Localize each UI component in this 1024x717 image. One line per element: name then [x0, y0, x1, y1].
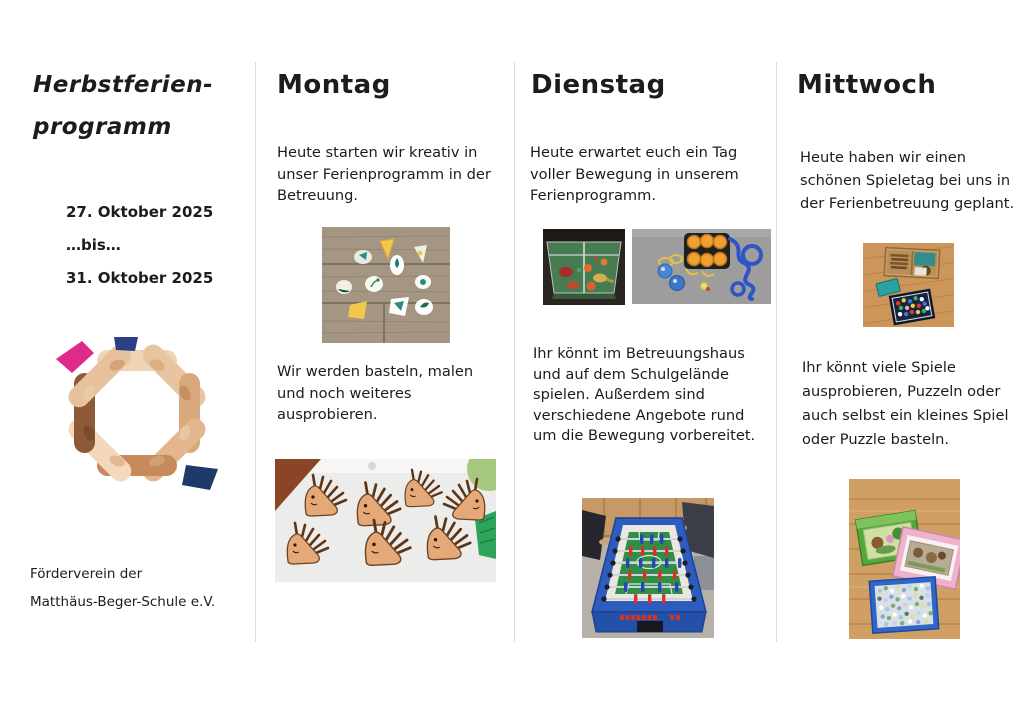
text-line: schönen Spieletag bei uns in	[800, 172, 1011, 189]
text-line: Betreuung.	[277, 187, 359, 204]
date-start: 27. Oktober 2025	[66, 203, 214, 221]
text-line: Ihr könnt im Betreuungshaus	[533, 345, 745, 362]
text-line: voller Bewegung in unserem	[530, 165, 739, 183]
montag-paragraph-2	[277, 361, 473, 426]
column-divider	[255, 62, 256, 642]
text-line: verschiedene Angebote rund	[533, 406, 745, 424]
mittwoch-paragraph-2	[802, 356, 1009, 452]
text-line: und noch weiteres	[277, 384, 412, 402]
date-range	[66, 202, 213, 301]
day-heading-montag: Montag	[277, 70, 391, 100]
column-divider	[776, 62, 777, 642]
sports-equipment-photo	[632, 229, 771, 304]
text-line: und auf dem Schulgelände	[533, 365, 730, 383]
dienstag-paragraph-2	[533, 344, 755, 447]
text-line: um die Bewegung vorbereitet.	[533, 427, 756, 444]
text-line: ausprobieren.	[277, 406, 378, 423]
wooden-game-box-photo	[863, 243, 954, 327]
title-line: programm	[33, 114, 172, 140]
date-end: 31. Oktober 2025	[66, 269, 214, 287]
puzzle-boxes-photo	[849, 479, 960, 639]
text-line: spielen. Außerdem sind	[533, 386, 705, 403]
text-line: Ihr könnt viele Spiele	[802, 359, 956, 376]
text-line: Heute haben wir einen	[800, 149, 967, 166]
footer-line: Förderverein der	[30, 566, 143, 582]
mittwoch-paragraph-1	[800, 146, 1014, 215]
day-heading-mittwoch: Mittwoch	[797, 70, 937, 100]
date-connector: …bis…	[66, 236, 121, 254]
text-line: Heute erwartet euch ein Tag	[530, 144, 738, 161]
table-tennis-photo	[543, 229, 625, 305]
page-title	[33, 64, 213, 148]
text-line: auch selbst ein kleines Spiel	[802, 407, 1009, 424]
foosball-table-photo	[582, 498, 714, 638]
text-line: unser Ferienprogramm in der	[277, 165, 491, 183]
montag-paragraph-1	[277, 142, 491, 207]
painted-stones-photo	[322, 227, 450, 343]
title-line: Herbstferien-	[33, 72, 214, 98]
text-line: Wir werden basteln, malen	[277, 363, 474, 380]
organization-footer	[30, 560, 215, 616]
text-line: Heute starten wir kreativ in	[277, 144, 478, 161]
hedgehog-crafts-photo	[275, 459, 496, 582]
day-heading-dienstag: Dienstag	[531, 70, 666, 100]
dienstag-paragraph-1	[530, 142, 739, 207]
footer-line: Matthäus-Beger-Schule e.V.	[30, 594, 216, 610]
children-hands-circle-photo	[40, 337, 235, 490]
column-divider	[514, 62, 515, 642]
text-line: Ferienprogramm.	[530, 187, 657, 204]
text-line: ausprobieren, Puzzeln oder	[802, 383, 1001, 400]
text-line: oder Puzzle basteln.	[802, 431, 950, 448]
text-line: der Ferienbetreuung geplant.	[800, 195, 1015, 212]
